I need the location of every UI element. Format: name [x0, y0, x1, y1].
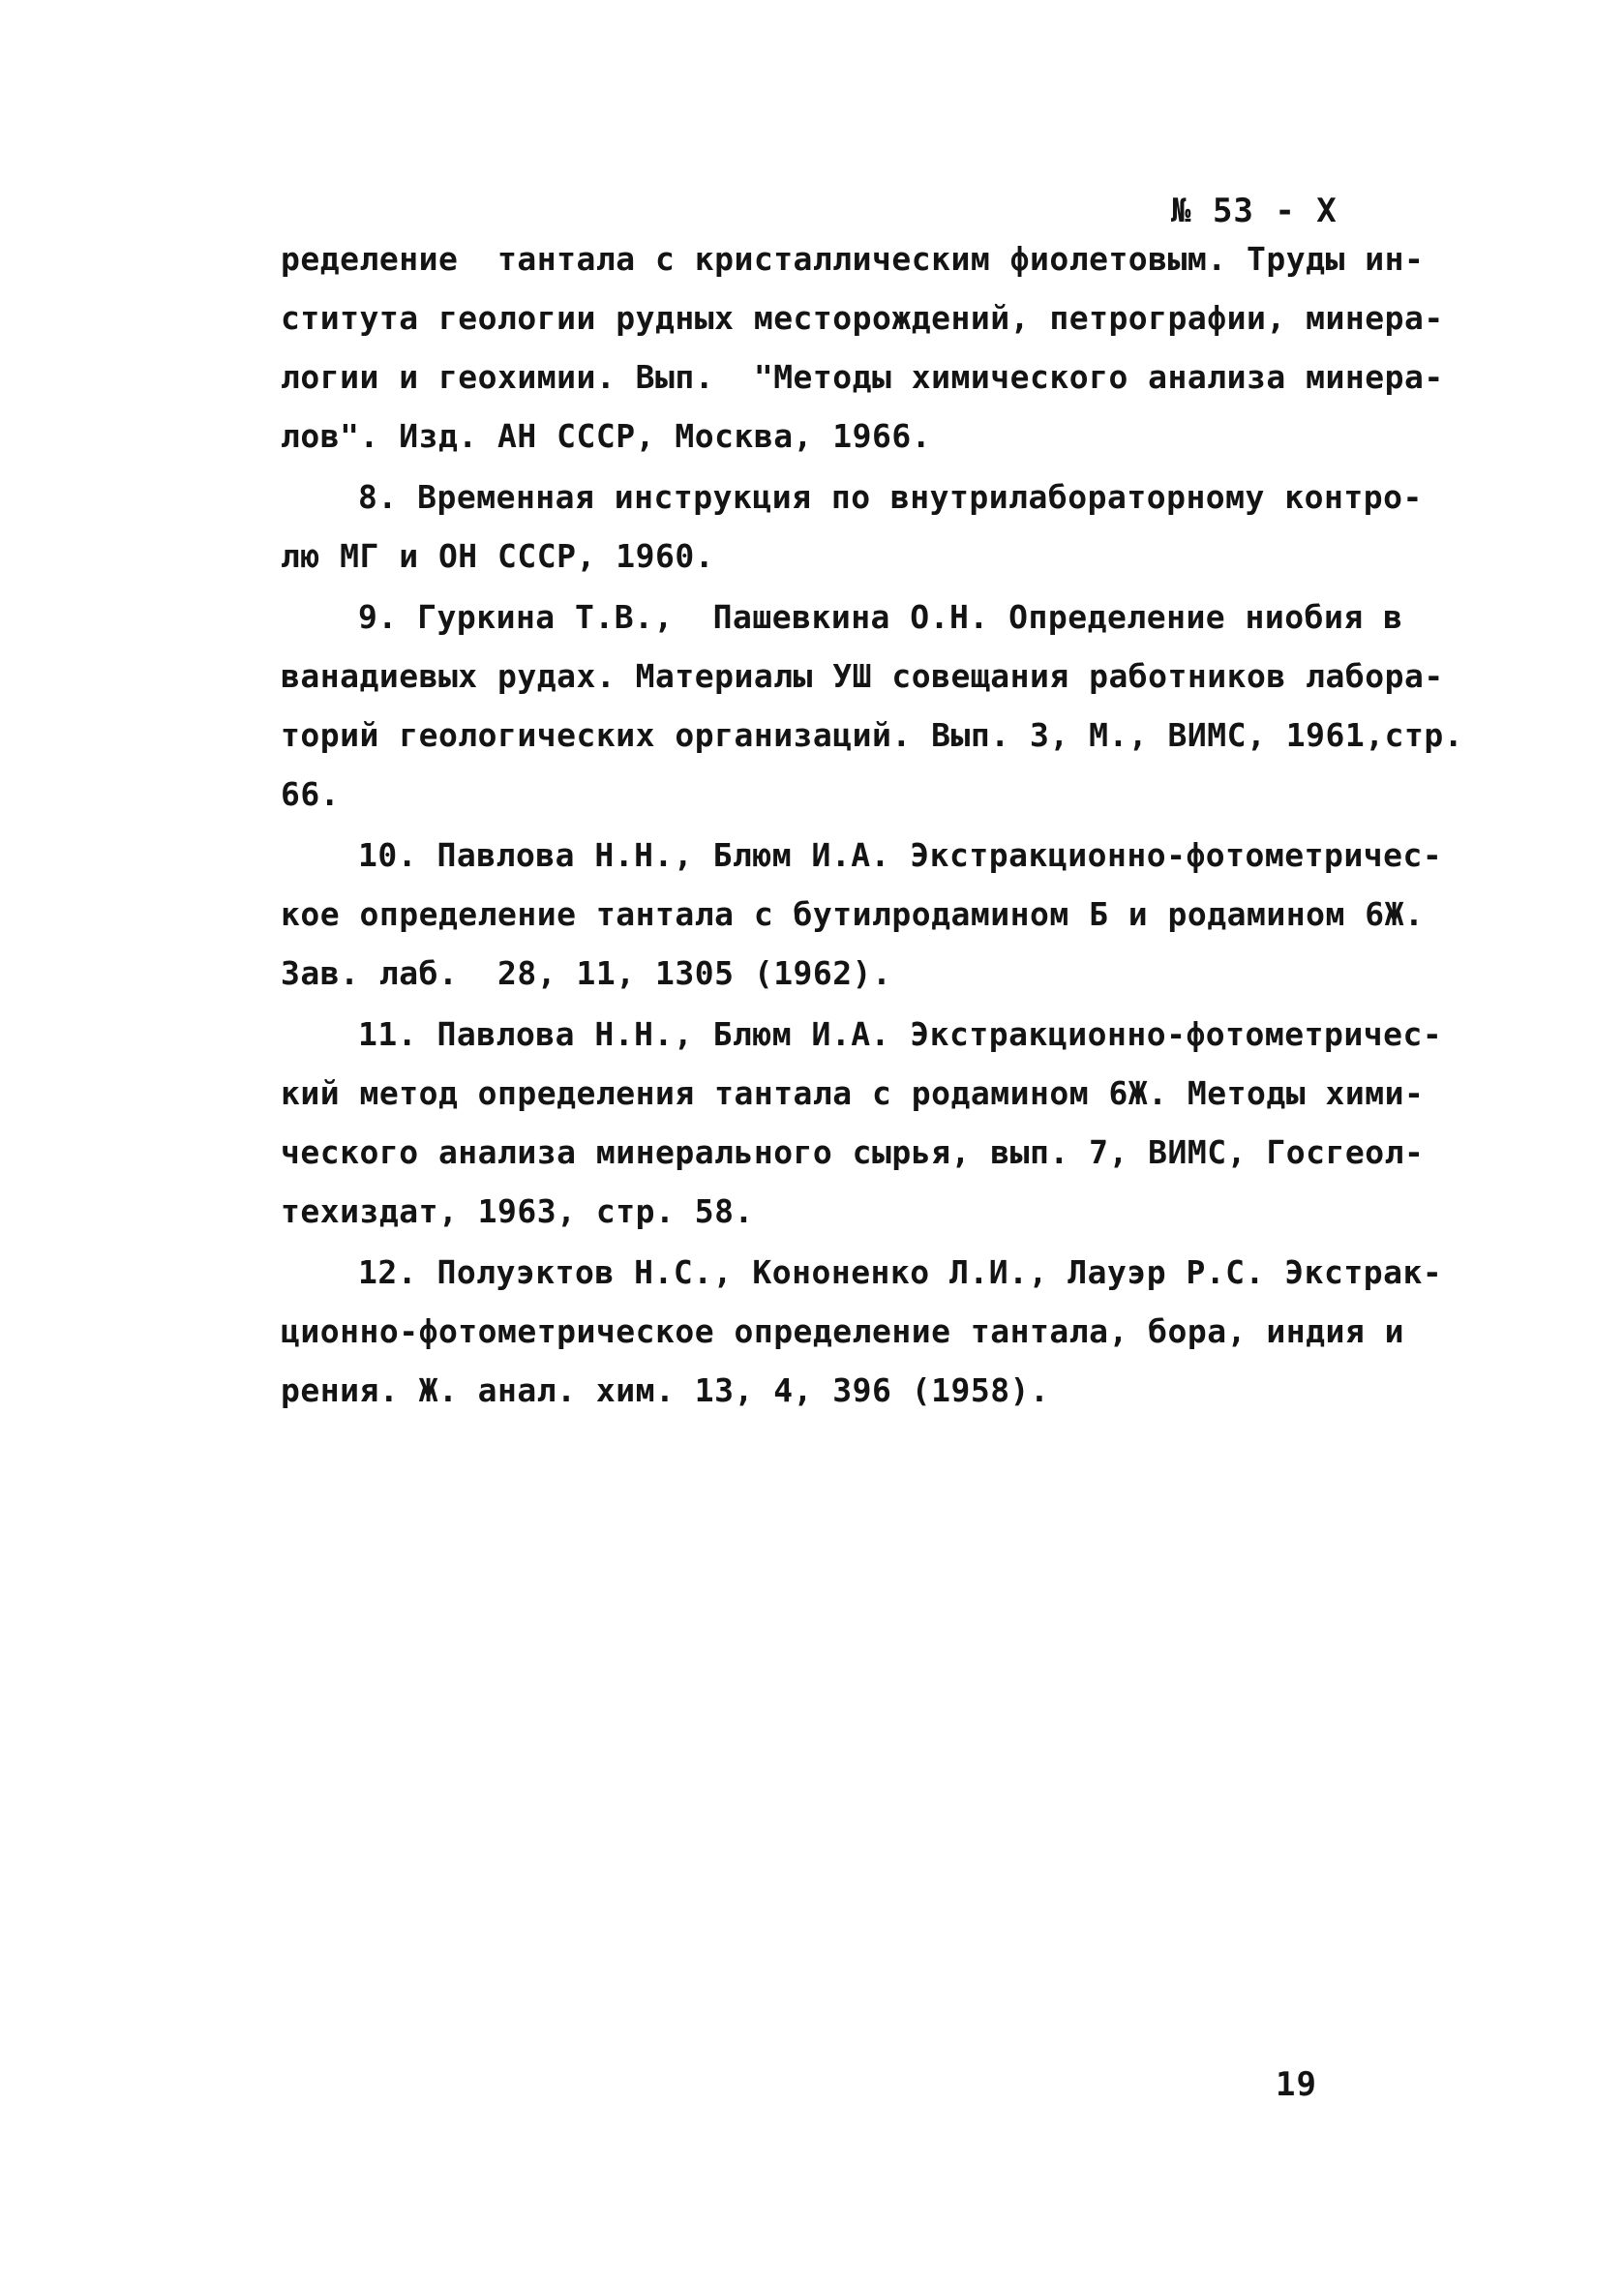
text-line: ванадиевых рудах. Материалы УШ совещания работников лабора-	[281, 657, 1444, 695]
text-line: ческого анализа минерального сырья, вып. 7, ВИМС, Госгеол-	[281, 1133, 1425, 1171]
text-line: Зав. лаб. 28, 11, 1305 (1962).	[281, 954, 892, 992]
reference-item-10: 10. Павлова Н.Н., Блюм И.А. Экстракционно-фотометричес-	[358, 836, 1443, 874]
page-number: 19	[1276, 2065, 1317, 2104]
text-line: логии и геохимии. Вып. "Методы химического анализа минера-	[281, 358, 1444, 396]
text-line: ределение тантала с кристаллическим фиолетовым. Труды ин-	[281, 240, 1425, 278]
text-line: торий геологических организаций. Вып. 3, М., ВИМС, 1961,стр.	[281, 716, 1464, 754]
text-line: рения. Ж. анал. хим. 13, 4, 396 (1958).	[281, 1371, 1050, 1409]
text-line: ционно-фотометрическое определение тантала, бора, индия и	[281, 1312, 1404, 1350]
text-line: ститута геологии рудных месторождений, петрографии, минера-	[281, 299, 1444, 337]
text-line: техиздат, 1963, стр. 58.	[281, 1192, 754, 1230]
reference-item-9: 9. Гуркина Т.В., Пашевкина О.Н. Определение ниобия в	[358, 598, 1403, 636]
reference-item-12: 12. Полуэктов Н.С., Кононенко Л.И., Лауэр Р.С. Экстрак-	[358, 1253, 1443, 1291]
text-line: кое определение тантала с бутилродамином Б и родамином 6Ж.	[281, 895, 1425, 933]
text-line: лов". Изд. АН СССР, Москва, 1966.	[281, 417, 932, 455]
text-line: лю МГ и ОН СССР, 1960.	[281, 537, 715, 575]
reference-item-8: 8. Временная инструкция по внутрилабораторному контро-	[358, 478, 1423, 516]
text-line: 66.	[281, 775, 341, 813]
text-line: кий метод определения тантала с родамином 6Ж. Методы хими-	[281, 1074, 1425, 1112]
document-code: № 53 - X	[1171, 192, 1338, 230]
reference-item-11: 11. Павлова Н.Н., Блюм И.А. Экстракционно-фотометричес-	[358, 1015, 1443, 1053]
